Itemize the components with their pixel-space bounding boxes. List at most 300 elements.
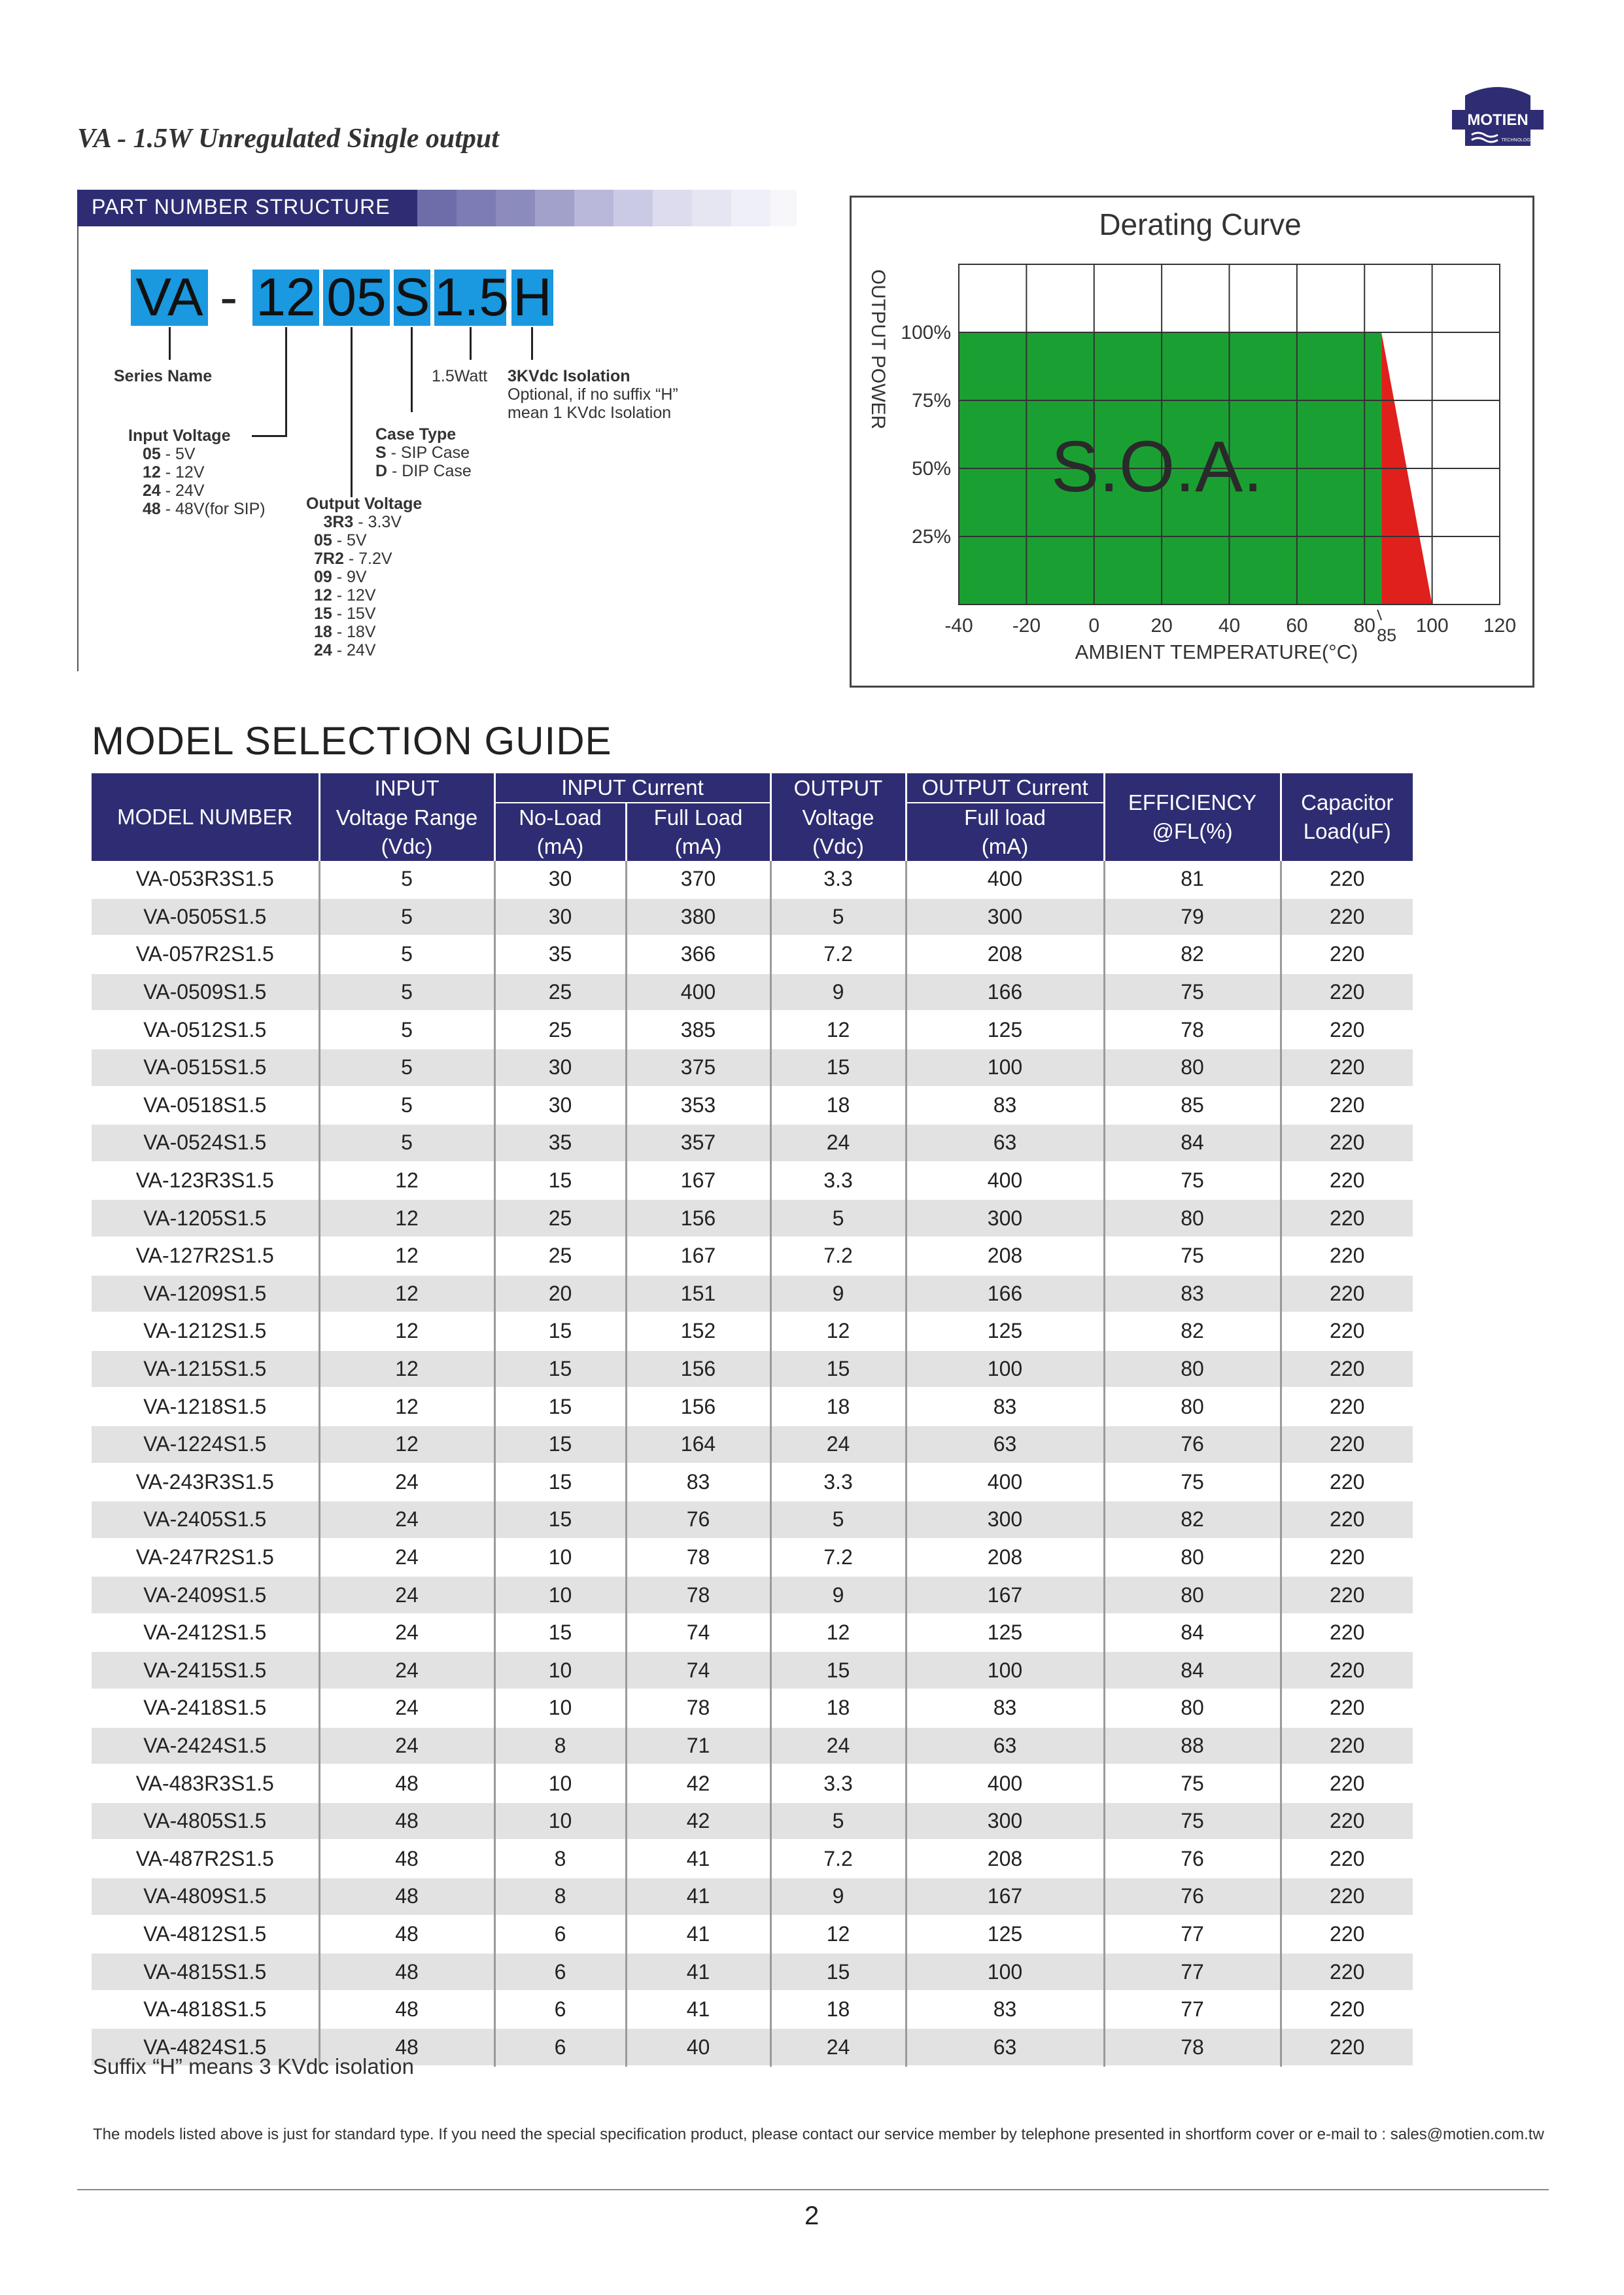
tick-mark-85 xyxy=(1377,610,1381,620)
logo-subtext: TECHNOLOGY xyxy=(1501,138,1534,143)
cell-output-current: 63 xyxy=(906,2028,1104,2066)
table-row xyxy=(92,1501,1413,1539)
header-no-load: No-Load xyxy=(494,803,626,832)
cell-full-load-current: 74 xyxy=(626,1651,770,1689)
cell-full-load-current: 156 xyxy=(626,1350,770,1388)
derating-chart xyxy=(850,196,1534,688)
cell-output-current: 63 xyxy=(906,1727,1104,1765)
cell-input-voltage-range: 48 xyxy=(319,1802,494,1840)
cell-output-current: 300 xyxy=(906,1802,1104,1840)
isolation-note-1: Optional, if no suffix “H” xyxy=(508,385,678,404)
x-tick-label: 80 xyxy=(1353,615,1375,637)
cell-capacitor-load: 220 xyxy=(1281,1426,1413,1463)
connector-line xyxy=(252,435,287,437)
cell-capacitor-load: 220 xyxy=(1281,1162,1413,1200)
cell-full-load-current: 40 xyxy=(626,2028,770,2066)
suffix-note: Suffix “H” means 3 KVdc isolation xyxy=(93,2054,414,2078)
cell-input-voltage-range: 24 xyxy=(319,1501,494,1539)
cell-output-current: 83 xyxy=(906,1991,1104,2029)
cell-full-load-current: 41 xyxy=(626,1840,770,1878)
cell-no-load-current: 15 xyxy=(494,1614,626,1652)
table-row xyxy=(92,1840,1413,1878)
cell-no-load-current: 15 xyxy=(494,1463,626,1501)
cell-output-current: 300 xyxy=(906,1199,1104,1237)
code-series: VA xyxy=(131,270,208,326)
connector-line xyxy=(531,327,533,360)
header-ma-unit: (mA) xyxy=(494,832,626,861)
cell-efficiency: 85 xyxy=(1104,1087,1281,1125)
cell-output-current: 125 xyxy=(906,1011,1104,1049)
cell-model-number: VA-1218S1.5 xyxy=(92,1388,319,1426)
table-row xyxy=(92,1614,1413,1652)
cell-efficiency: 80 xyxy=(1104,1350,1281,1388)
cell-input-voltage-range: 12 xyxy=(319,1162,494,1200)
cell-input-voltage-range: 48 xyxy=(319,1991,494,2029)
model-selection-table xyxy=(92,773,1413,2067)
cell-no-load-current: 30 xyxy=(494,861,626,898)
cell-model-number: VA-4809S1.5 xyxy=(92,1878,319,1916)
cell-capacitor-load: 220 xyxy=(1281,1916,1413,1953)
cell-model-number: VA-123R3S1.5 xyxy=(92,1162,319,1200)
table-row xyxy=(92,861,1413,898)
chart-title: Derating Curve xyxy=(1099,207,1302,241)
cell-output-voltage: 9 xyxy=(770,973,906,1011)
cell-capacitor-load: 220 xyxy=(1281,1237,1413,1275)
cell-capacitor-load: 220 xyxy=(1281,1124,1413,1162)
cell-output-current: 125 xyxy=(906,1614,1104,1652)
cell-output-voltage: 15 xyxy=(770,1651,906,1689)
cell-model-number: VA-1215S1.5 xyxy=(92,1350,319,1388)
cell-no-load-current: 8 xyxy=(494,1878,626,1916)
cell-output-voltage: 9 xyxy=(770,1275,906,1313)
cell-model-number: VA-1205S1.5 xyxy=(92,1199,319,1237)
cell-no-load-current: 15 xyxy=(494,1162,626,1200)
cell-capacitor-load: 220 xyxy=(1281,861,1413,898)
cell-capacitor-load: 220 xyxy=(1281,1953,1413,1991)
cell-input-voltage-range: 48 xyxy=(319,1953,494,1991)
page-number: 2 xyxy=(804,2201,820,2230)
cell-output-current: 63 xyxy=(906,1124,1104,1162)
connector-line xyxy=(470,327,472,360)
cell-efficiency: 76 xyxy=(1104,1878,1281,1916)
code-case-type: S xyxy=(394,268,430,327)
cell-output-current: 83 xyxy=(906,1087,1104,1125)
cell-output-voltage: 24 xyxy=(770,1124,906,1162)
input-voltage-item: 48 - 48V(for SIP) xyxy=(143,500,266,518)
cell-capacitor-load: 220 xyxy=(1281,1011,1413,1049)
cell-model-number: VA-4812S1.5 xyxy=(92,1916,319,1953)
table-row xyxy=(92,1953,1413,1991)
watt-label: 1.5Watt xyxy=(432,367,488,385)
cell-efficiency: 80 xyxy=(1104,1689,1281,1727)
soa-annotation: S.O.A. xyxy=(1051,427,1263,507)
cell-efficiency: 75 xyxy=(1104,1237,1281,1275)
cell-output-voltage: 7.2 xyxy=(770,1840,906,1878)
cell-model-number: VA-1212S1.5 xyxy=(92,1312,319,1350)
cell-capacitor-load: 220 xyxy=(1281,1576,1413,1614)
cell-output-current: 208 xyxy=(906,1237,1104,1275)
header-efficiency: EFFICIENCY @FL(%) xyxy=(1104,773,1281,861)
cell-full-load-current: 375 xyxy=(626,1049,770,1087)
cell-model-number: VA-0505S1.5 xyxy=(92,898,319,936)
cell-capacitor-load: 220 xyxy=(1281,1350,1413,1388)
logo-text: MOTIEN xyxy=(1467,111,1529,129)
code-wattage: 1.5 xyxy=(434,268,509,327)
cell-no-load-current: 30 xyxy=(494,898,626,936)
table-row xyxy=(92,1388,1413,1426)
cell-output-voltage: 7.2 xyxy=(770,1237,906,1275)
table-row xyxy=(92,1991,1413,2029)
cell-no-load-current: 8 xyxy=(494,1840,626,1878)
cell-input-voltage-range: 5 xyxy=(319,973,494,1011)
table-row xyxy=(92,1350,1413,1388)
cell-efficiency: 80 xyxy=(1104,1199,1281,1237)
cell-model-number: VA-0512S1.5 xyxy=(92,1011,319,1049)
header-ma-unit: (mA) xyxy=(906,832,1104,861)
cell-capacitor-load: 220 xyxy=(1281,1840,1413,1878)
cell-no-load-current: 10 xyxy=(494,1689,626,1727)
input-voltage-item: 05 - 5V xyxy=(143,445,196,463)
x-tick-label: 40 xyxy=(1218,615,1241,637)
x-tick-label-85: 85 xyxy=(1377,625,1397,645)
header-vdc-unit: (Vdc) xyxy=(319,832,494,861)
table-row xyxy=(92,1916,1413,1953)
cell-efficiency: 76 xyxy=(1104,1840,1281,1878)
cell-output-current: 100 xyxy=(906,1350,1104,1388)
output-voltage-items: 05 - 5V 7R2 - 7.2V 09 - 9V 12 - 12V 15 - 15V 18 - 18V 24 - 24V xyxy=(314,531,392,659)
cell-full-load-current: 167 xyxy=(626,1237,770,1275)
cell-input-voltage-range: 48 xyxy=(319,2028,494,2066)
model-selection-table-wrap xyxy=(92,773,1413,2067)
cell-output-voltage: 18 xyxy=(770,1087,906,1125)
x-tick-label: 0 xyxy=(1088,615,1100,637)
model-selection-guide-title: MODEL SELECTION GUIDE xyxy=(92,719,612,763)
table-row xyxy=(92,1124,1413,1162)
cell-efficiency: 77 xyxy=(1104,1916,1281,1953)
output-voltage-list: 3R3 - 3.3V xyxy=(323,513,402,531)
cell-input-voltage-range: 5 xyxy=(319,1087,494,1125)
cell-output-voltage: 12 xyxy=(770,1614,906,1652)
connector-line xyxy=(169,327,171,360)
cell-no-load-current: 30 xyxy=(494,1087,626,1125)
header-input: INPUT xyxy=(319,773,494,803)
cell-capacitor-load: 220 xyxy=(1281,1878,1413,1916)
cell-efficiency: 80 xyxy=(1104,1388,1281,1426)
cell-output-voltage: 24 xyxy=(770,2028,906,2066)
motien-logo xyxy=(1452,77,1544,152)
cell-input-voltage-range: 12 xyxy=(319,1426,494,1463)
cell-model-number: VA-0518S1.5 xyxy=(92,1087,319,1125)
cell-full-load-current: 380 xyxy=(626,898,770,936)
cell-full-load-current: 152 xyxy=(626,1312,770,1350)
cell-full-load-current: 83 xyxy=(626,1463,770,1501)
cell-model-number: VA-127R2S1.5 xyxy=(92,1237,319,1275)
header-output-current: OUTPUT Current xyxy=(906,773,1104,803)
header-ma-unit: (mA) xyxy=(626,832,770,861)
cell-efficiency: 82 xyxy=(1104,1312,1281,1350)
x-tick-label: 60 xyxy=(1286,615,1308,637)
cell-input-voltage-range: 12 xyxy=(319,1199,494,1237)
table-row xyxy=(92,1087,1413,1125)
cell-full-load-current: 385 xyxy=(626,1011,770,1049)
cell-output-current: 100 xyxy=(906,1953,1104,1991)
cell-output-voltage: 24 xyxy=(770,1727,906,1765)
connector-line xyxy=(351,327,353,497)
cell-efficiency: 80 xyxy=(1104,1049,1281,1087)
cell-efficiency: 84 xyxy=(1104,1124,1281,1162)
cell-output-voltage: 3.3 xyxy=(770,861,906,898)
cell-output-current: 166 xyxy=(906,973,1104,1011)
cell-model-number: VA-1224S1.5 xyxy=(92,1426,319,1463)
table-row xyxy=(92,1689,1413,1727)
cell-input-voltage-range: 12 xyxy=(319,1388,494,1426)
cell-efficiency: 75 xyxy=(1104,973,1281,1011)
cell-output-current: 208 xyxy=(906,1539,1104,1577)
cell-capacitor-load: 220 xyxy=(1281,1651,1413,1689)
cell-model-number: VA-0515S1.5 xyxy=(92,1049,319,1087)
cell-full-load-current: 164 xyxy=(626,1426,770,1463)
cell-output-voltage: 7.2 xyxy=(770,1539,906,1577)
cell-output-voltage: 12 xyxy=(770,1312,906,1350)
cell-output-voltage: 18 xyxy=(770,1689,906,1727)
case-type-item: S - SIP Case xyxy=(375,444,470,462)
cell-input-voltage-range: 48 xyxy=(319,1878,494,1916)
cell-input-voltage-range: 12 xyxy=(319,1237,494,1275)
cell-efficiency: 80 xyxy=(1104,1576,1281,1614)
header-input-current: INPUT Current xyxy=(494,773,770,803)
cell-output-voltage: 9 xyxy=(770,1878,906,1916)
cell-output-current: 400 xyxy=(906,1162,1104,1200)
cell-output-current: 400 xyxy=(906,1764,1104,1802)
cell-full-load-current: 74 xyxy=(626,1614,770,1652)
table-row xyxy=(92,1426,1413,1463)
cell-full-load-current: 370 xyxy=(626,861,770,898)
code-output-voltage: 05 xyxy=(323,270,390,326)
cell-capacitor-load: 220 xyxy=(1281,1087,1413,1125)
x-tick-label: -40 xyxy=(944,615,973,637)
cell-no-load-current: 25 xyxy=(494,1237,626,1275)
cell-output-voltage: 3.3 xyxy=(770,1764,906,1802)
cell-output-voltage: 15 xyxy=(770,1049,906,1087)
cell-model-number: VA-053R3S1.5 xyxy=(92,861,319,898)
table-row xyxy=(92,1651,1413,1689)
cell-capacitor-load: 220 xyxy=(1281,1764,1413,1802)
cell-input-voltage-range: 12 xyxy=(319,1350,494,1388)
cell-full-load-current: 151 xyxy=(626,1275,770,1313)
cell-full-load-current: 42 xyxy=(626,1764,770,1802)
cell-no-load-current: 35 xyxy=(494,936,626,973)
cell-output-current: 208 xyxy=(906,1840,1104,1878)
cell-capacitor-load: 220 xyxy=(1281,1049,1413,1087)
code-isolation: H xyxy=(511,270,553,326)
table-row xyxy=(92,1463,1413,1501)
cell-no-load-current: 15 xyxy=(494,1312,626,1350)
cell-efficiency: 82 xyxy=(1104,1501,1281,1539)
cell-full-load-current: 41 xyxy=(626,1916,770,1953)
cell-full-load-current: 76 xyxy=(626,1501,770,1539)
table-row xyxy=(92,1764,1413,1802)
header-capacitor: Capacitor Load(uF) xyxy=(1281,773,1413,861)
cell-input-voltage-range: 48 xyxy=(319,1916,494,1953)
series-name-label: Series Name xyxy=(114,367,213,385)
case-type-title: Case Type xyxy=(375,425,457,444)
cell-model-number: VA-487R2S1.5 xyxy=(92,1840,319,1878)
cell-output-voltage: 15 xyxy=(770,1953,906,1991)
cell-model-number: VA-0509S1.5 xyxy=(92,973,319,1011)
cell-capacitor-load: 220 xyxy=(1281,1539,1413,1577)
cell-full-load-current: 366 xyxy=(626,936,770,973)
cell-input-voltage-range: 24 xyxy=(319,1614,494,1652)
cell-capacitor-load: 220 xyxy=(1281,1463,1413,1501)
code-dash: - xyxy=(220,268,238,327)
cell-no-load-current: 10 xyxy=(494,1539,626,1577)
cell-output-voltage: 5 xyxy=(770,898,906,936)
cell-model-number: VA-483R3S1.5 xyxy=(92,1764,319,1802)
cell-full-load-current: 156 xyxy=(626,1388,770,1426)
cell-model-number: VA-1209S1.5 xyxy=(92,1275,319,1313)
cell-no-load-current: 15 xyxy=(494,1426,626,1463)
cell-output-current: 300 xyxy=(906,1501,1104,1539)
input-voltage-title: Input Voltage xyxy=(128,427,231,445)
cell-full-load-current: 78 xyxy=(626,1539,770,1577)
cell-output-current: 83 xyxy=(906,1689,1104,1727)
cell-efficiency: 75 xyxy=(1104,1764,1281,1802)
cell-no-load-current: 25 xyxy=(494,973,626,1011)
cell-full-load-current: 167 xyxy=(626,1162,770,1200)
cell-output-voltage: 12 xyxy=(770,1916,906,1953)
isolation-note-2: mean 1 KVdc Isolation xyxy=(508,404,672,422)
cell-output-current: 300 xyxy=(906,898,1104,936)
cell-capacitor-load: 220 xyxy=(1281,1275,1413,1313)
header-voltage-range: Voltage Range xyxy=(319,803,494,832)
x-tick-label: 20 xyxy=(1150,615,1173,637)
y-tick-label: 75% xyxy=(911,390,951,412)
cell-full-load-current: 71 xyxy=(626,1727,770,1765)
input-voltage-item: 12 - 12V xyxy=(143,463,205,482)
cell-model-number: VA-2415S1.5 xyxy=(92,1651,319,1689)
cell-output-current: 167 xyxy=(906,1878,1104,1916)
cell-no-load-current: 10 xyxy=(494,1764,626,1802)
cell-input-voltage-range: 24 xyxy=(319,1689,494,1727)
cell-input-voltage-range: 48 xyxy=(319,1764,494,1802)
header-model-number: MODEL NUMBER xyxy=(92,773,319,861)
cell-model-number: VA-247R2S1.5 xyxy=(92,1539,319,1577)
cell-no-load-current: 15 xyxy=(494,1388,626,1426)
cell-no-load-current: 35 xyxy=(494,1124,626,1162)
cell-full-load-current: 400 xyxy=(626,973,770,1011)
cell-model-number: VA-2418S1.5 xyxy=(92,1689,319,1727)
footer-divider xyxy=(77,2189,1549,2190)
cell-output-current: 167 xyxy=(906,1576,1104,1614)
cell-output-current: 83 xyxy=(906,1388,1104,1426)
table-row xyxy=(92,1237,1413,1275)
cell-full-load-current: 41 xyxy=(626,1991,770,2029)
cell-capacitor-load: 220 xyxy=(1281,1689,1413,1727)
cell-full-load-current: 41 xyxy=(626,1953,770,1991)
table-row xyxy=(92,1275,1413,1313)
cell-model-number: VA-4818S1.5 xyxy=(92,1991,319,2029)
cell-input-voltage-range: 12 xyxy=(319,1312,494,1350)
cell-no-load-current: 25 xyxy=(494,1199,626,1237)
cell-model-number: VA-2424S1.5 xyxy=(92,1727,319,1765)
cell-capacitor-load: 220 xyxy=(1281,1312,1413,1350)
cell-efficiency: 77 xyxy=(1104,1991,1281,2029)
cell-full-load-current: 78 xyxy=(626,1689,770,1727)
cell-capacitor-load: 220 xyxy=(1281,1802,1413,1840)
table-row xyxy=(92,936,1413,973)
cell-capacitor-load: 220 xyxy=(1281,973,1413,1011)
cell-no-load-current: 20 xyxy=(494,1275,626,1313)
cell-input-voltage-range: 5 xyxy=(319,1124,494,1162)
header-full-load: Full Load xyxy=(626,803,770,832)
cell-output-current: 125 xyxy=(906,1312,1104,1350)
table-row xyxy=(92,1162,1413,1200)
code-input-voltage: 12 xyxy=(252,270,319,326)
cell-output-voltage: 9 xyxy=(770,1576,906,1614)
cell-output-voltage: 5 xyxy=(770,1802,906,1840)
footer-note: The models listed above is just for standard type. If you need the special specification product, please contact our service member by telephone presented in shortform cover or e-mail to : sales@motien.com.tw xyxy=(93,2126,1544,2143)
cell-model-number: VA-243R3S1.5 xyxy=(92,1463,319,1501)
table-row xyxy=(92,1199,1413,1237)
cell-efficiency: 78 xyxy=(1104,1011,1281,1049)
y-tick-label: 50% xyxy=(911,458,951,480)
table-row xyxy=(92,1539,1413,1577)
cell-full-load-current: 156 xyxy=(626,1199,770,1237)
cell-capacitor-load: 220 xyxy=(1281,2028,1413,2066)
cell-full-load-current: 78 xyxy=(626,1576,770,1614)
cell-efficiency: 75 xyxy=(1104,1463,1281,1501)
cell-no-load-current: 6 xyxy=(494,1916,626,1953)
cell-full-load-current: 42 xyxy=(626,1802,770,1840)
input-voltage-item: 24 - 24V xyxy=(143,482,205,500)
logo-graphic xyxy=(1452,77,1544,152)
cell-model-number: VA-2405S1.5 xyxy=(92,1501,319,1539)
cell-efficiency: 77 xyxy=(1104,1953,1281,1991)
cell-output-voltage: 5 xyxy=(770,1501,906,1539)
table-row xyxy=(92,898,1413,936)
header-output-full-load: Full load xyxy=(906,803,1104,832)
x-tick-label: -20 xyxy=(1012,615,1041,637)
cell-full-load-current: 357 xyxy=(626,1124,770,1162)
cell-no-load-current: 10 xyxy=(494,1802,626,1840)
cell-input-voltage-range: 24 xyxy=(319,1463,494,1501)
cell-full-load-current: 41 xyxy=(626,1878,770,1916)
section-divider xyxy=(77,226,78,671)
cell-no-load-current: 10 xyxy=(494,1651,626,1689)
cell-output-voltage: 24 xyxy=(770,1426,906,1463)
cell-input-voltage-range: 5 xyxy=(319,1049,494,1087)
cell-no-load-current: 15 xyxy=(494,1501,626,1539)
cell-input-voltage-range: 24 xyxy=(319,1727,494,1765)
cell-output-voltage: 18 xyxy=(770,1991,906,2029)
cell-output-current: 400 xyxy=(906,861,1104,898)
table-row xyxy=(92,1011,1413,1049)
cell-capacitor-load: 220 xyxy=(1281,1501,1413,1539)
cell-efficiency: 78 xyxy=(1104,2028,1281,2066)
cell-efficiency: 75 xyxy=(1104,1802,1281,1840)
cell-no-load-current: 6 xyxy=(494,1953,626,1991)
cell-efficiency: 80 xyxy=(1104,1539,1281,1577)
cell-no-load-current: 6 xyxy=(494,1991,626,2029)
y-axis-label: OUTPUT POWER xyxy=(867,269,889,430)
x-axis-label: AMBIENT TEMPERATURE(°C) xyxy=(1075,640,1358,663)
cell-output-voltage: 7.2 xyxy=(770,936,906,973)
connector-line xyxy=(411,327,413,412)
x-tick-label: 120 xyxy=(1483,615,1517,637)
cell-output-voltage: 18 xyxy=(770,1388,906,1426)
cell-input-voltage-range: 5 xyxy=(319,861,494,898)
cell-no-load-current: 6 xyxy=(494,2028,626,2066)
